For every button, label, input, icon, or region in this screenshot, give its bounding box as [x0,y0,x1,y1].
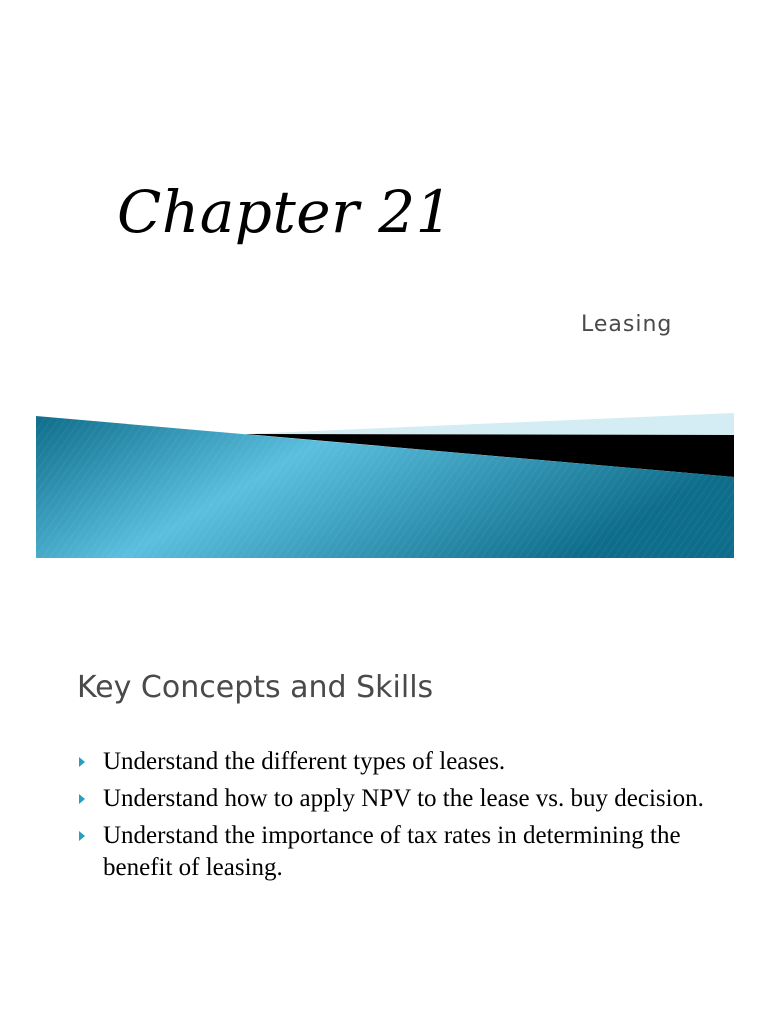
bullet-text: Understand the different types of leases. [103,748,506,775]
triangle-bullet-icon [79,831,85,841]
list-item [77,820,717,884]
list-item [77,783,717,815]
chapter-subtitle: Leasing [581,312,673,337]
bullet-text: Understand how to apply NPV to the lease vs. buy decision. [103,785,704,812]
content-slide [0,600,768,1024]
chapter-title: Chapter 21 [117,178,454,246]
section-heading: Key Concepts and Skills [77,670,434,705]
bullet-list [77,746,717,889]
triangle-bullet-icon [79,794,85,804]
triangle-bullet-icon [79,757,85,767]
banner-pale-stripe [245,413,734,435]
bullet-text: Understand the importance of tax rates in determining the benefit of leasing. [103,822,681,881]
list-item [77,746,717,778]
